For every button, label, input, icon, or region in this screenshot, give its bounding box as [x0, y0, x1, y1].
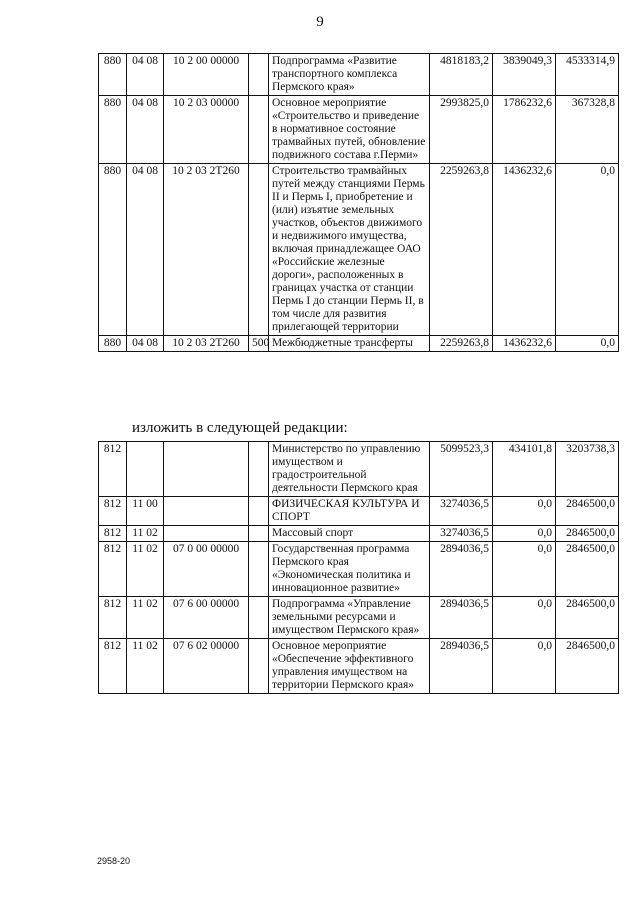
amount-2023-cell: 0,0	[556, 336, 619, 352]
table-row	[99, 96, 619, 164]
target-item-cell: 10 2 03 2Т260	[164, 164, 249, 336]
section-code-cell: 04 08	[127, 96, 164, 164]
section-code-cell: 11 02	[127, 526, 164, 542]
amount-2021-cell: 2993825,0	[430, 96, 493, 164]
item-name-cell: Основное мероприятие «Обеспечение эффективного управления имуществом на территории Пермского края»	[269, 639, 430, 694]
budget-table-bottom	[98, 441, 619, 694]
item-name-cell: Подпрограмма «Управление земельными ресурсами и имуществом Пермского края»	[269, 597, 430, 639]
expense-type-cell	[249, 54, 269, 96]
section-caption: изложить в следующей редакции:	[132, 420, 348, 436]
item-name-cell: Государственная программа Пермского края «Экономическая политика и инновационное развитие»	[269, 542, 430, 597]
item-name-cell: Подпрограмма «Развитие транспортного комплекса Пермского края»	[269, 54, 430, 96]
section-code-cell: 11 02	[127, 639, 164, 694]
admin-code-cell: 812	[99, 526, 127, 542]
expense-type-cell	[249, 542, 269, 597]
section-code-cell: 11 02	[127, 597, 164, 639]
item-name-cell: Строительство трамвайных путей между станциями Пермь II и Пермь I, приобретение и (или) изъятие земельных участков, объектов движимого и недвижимого имущества, включая принадлежащее ОАО «Российские железные дороги», расположенных в границах участка от станции Пермь I до станции Пермь II, в том числе для развития прилегающей территории	[269, 164, 430, 336]
item-name-cell: Основное мероприятие «Строительство и приведение в нормативное состояние трамвайных путей, обновление подвижного состава г.Перми»	[269, 96, 430, 164]
amount-2021-cell: 2259263,8	[430, 164, 493, 336]
amount-2022-cell: 1786232,6	[493, 96, 556, 164]
admin-code-cell: 812	[99, 497, 127, 526]
amount-2021-cell: 2894036,5	[430, 542, 493, 597]
expense-type-cell	[249, 639, 269, 694]
expense-type-cell	[249, 96, 269, 164]
table-row	[99, 54, 619, 96]
expense-type-cell	[249, 497, 269, 526]
admin-code-cell: 812	[99, 442, 127, 497]
amount-2023-cell: 2846500,0	[556, 497, 619, 526]
target-item-cell: 07 6 00 00000	[164, 597, 249, 639]
expense-type-cell	[249, 164, 269, 336]
footer-code: 2958-20	[97, 856, 131, 866]
admin-code-cell: 812	[99, 597, 127, 639]
target-item-cell: 07 6 02 00000	[164, 639, 249, 694]
amount-2021-cell: 2894036,5	[430, 639, 493, 694]
amount-2023-cell: 3203738,3	[556, 442, 619, 497]
table-row	[99, 164, 619, 336]
expense-type-cell	[249, 442, 269, 497]
amount-2022-cell: 0,0	[493, 497, 556, 526]
table-row	[99, 497, 619, 526]
section-code-cell: 04 08	[127, 336, 164, 352]
amount-2022-cell: 0,0	[493, 639, 556, 694]
amount-2021-cell: 4818183,2	[430, 54, 493, 96]
amount-2021-cell: 2259263,8	[430, 336, 493, 352]
target-item-cell: 10 2 00 00000	[164, 54, 249, 96]
amount-2021-cell: 5099523,3	[430, 442, 493, 497]
table-row	[99, 442, 619, 497]
amount-2022-cell: 0,0	[493, 526, 556, 542]
item-name-cell: Массовый спорт	[269, 526, 430, 542]
amount-2023-cell: 367328,8	[556, 96, 619, 164]
item-name-cell: Министерство по управлению имуществом и градостроительной деятельности Пермского края	[269, 442, 430, 497]
amount-2022-cell: 3839049,3	[493, 54, 556, 96]
admin-code-cell: 812	[99, 542, 127, 597]
section-code-cell: 11 02	[127, 542, 164, 597]
amount-2023-cell: 0,0	[556, 164, 619, 336]
section-code-cell: 04 08	[127, 54, 164, 96]
admin-code-cell: 880	[99, 336, 127, 352]
table-row	[99, 336, 619, 352]
item-name-cell: Межбюджетные трансферты	[269, 336, 430, 352]
admin-code-cell: 880	[99, 96, 127, 164]
amount-2023-cell: 2846500,0	[556, 542, 619, 597]
table-row	[99, 639, 619, 694]
amount-2021-cell: 3274036,5	[430, 526, 493, 542]
admin-code-cell: 812	[99, 639, 127, 694]
budget-table-top	[98, 53, 619, 352]
amount-2022-cell: 1436232,6	[493, 164, 556, 336]
section-code-cell	[127, 442, 164, 497]
target-item-cell	[164, 442, 249, 497]
amount-2022-cell: 1436232,6	[493, 336, 556, 352]
section-code-cell: 11 00	[127, 497, 164, 526]
amount-2022-cell: 434101,8	[493, 442, 556, 497]
amount-2023-cell: 4533314,9	[556, 54, 619, 96]
table-row	[99, 597, 619, 639]
table-row	[99, 526, 619, 542]
target-item-cell: 10 2 03 2Т260	[164, 336, 249, 352]
amount-2023-cell: 2846500,0	[556, 526, 619, 542]
page-number: 9	[316, 14, 324, 30]
expense-type-cell	[249, 597, 269, 639]
expense-type-cell	[249, 526, 269, 542]
target-item-cell	[164, 526, 249, 542]
amount-2023-cell: 2846500,0	[556, 597, 619, 639]
item-name-cell: ФИЗИЧЕСКАЯ КУЛЬТУРА И СПОРТ	[269, 497, 430, 526]
amount-2022-cell: 0,0	[493, 542, 556, 597]
target-item-cell: 10 2 03 00000	[164, 96, 249, 164]
expense-type-cell: 500	[249, 336, 269, 352]
amount-2023-cell: 2846500,0	[556, 639, 619, 694]
amount-2021-cell: 2894036,5	[430, 597, 493, 639]
section-code-cell: 04 08	[127, 164, 164, 336]
admin-code-cell: 880	[99, 54, 127, 96]
amount-2021-cell: 3274036,5	[430, 497, 493, 526]
target-item-cell: 07 0 00 00000	[164, 542, 249, 597]
amount-2022-cell: 0,0	[493, 597, 556, 639]
table-row	[99, 542, 619, 597]
admin-code-cell: 880	[99, 164, 127, 336]
target-item-cell	[164, 497, 249, 526]
